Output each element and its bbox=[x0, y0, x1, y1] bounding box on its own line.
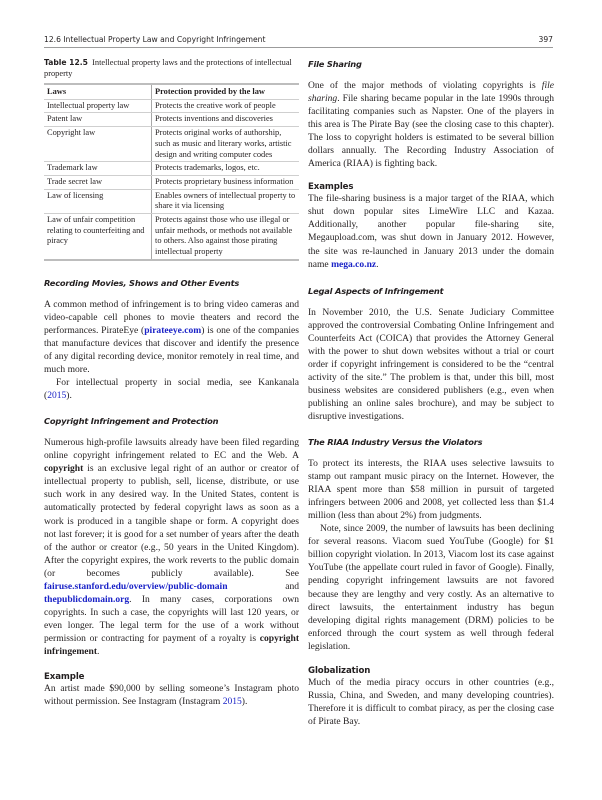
ip-laws-table bbox=[44, 83, 299, 261]
link-thepublicdomain[interactable]: thepublicdomain.org bbox=[44, 593, 130, 605]
table-cell-law: Intellectual property law bbox=[44, 99, 152, 113]
column-header-protection: Protection provided by the law bbox=[152, 84, 300, 99]
link-pirateeye[interactable]: pirateeye.com bbox=[144, 324, 202, 336]
table-cell-law: Copyright law bbox=[44, 127, 152, 162]
section-heading-recording: Recording Movies, Shows and Other Events bbox=[44, 277, 240, 288]
run-in-heading-globalization: Globalization bbox=[308, 665, 371, 676]
column-header-laws: Laws bbox=[44, 84, 152, 99]
page-number: 397 bbox=[538, 35, 553, 44]
table-cell-law: Law of unfair competition relating to counterfeiting and piracy bbox=[44, 214, 152, 260]
link-fairuse-stanford[interactable]: fairuse.stanford.edu/overview/public-domain bbox=[44, 580, 228, 592]
citation-kankanala-2015[interactable]: 2015 bbox=[47, 390, 67, 402]
left-column bbox=[44, 57, 299, 708]
term-file-sharing: file sharing bbox=[308, 80, 554, 105]
paragraph-riaa-2: Note, since 2009, the number of lawsuits has been declining for several reasons. Viacom sued YouTube (Google) for $1 billion copyright violation. In 2013, Viacom lost its case against YouTube (the appellate court ruled in favor of Google). Finally, pending copyright infringement lawsuits are not favored because they are lengthy and very costly. As an alternative to direct lawsuits, the entertainment industry has begun developing digital rights management (DRM) policies to be enforced through the court system as well through federal legislation. bbox=[308, 523, 554, 652]
paragraph-social-media: For intellectual property in social media, see Kankanala (2015). bbox=[44, 377, 299, 402]
section-heading-file-sharing: File Sharing bbox=[308, 59, 362, 69]
table-cell-protection: Protects against those who use illegal or unfair methods, or methods not available to others. Also against those pirating intellectual property bbox=[155, 215, 293, 257]
paragraph-riaa-1: To protect its interests, the RIAA uses selective lawsuits to stamp out rampant music piracy on the Internet. However, the RIAA spent more than $58 million in pursuit of targeted infringers between 2006 and 2008, yet collected less than $1.4 million (less than about 2%) from judgments. bbox=[308, 458, 554, 522]
table-row bbox=[44, 127, 299, 162]
section-heading-legal-aspects: Legal Aspects of Infringement bbox=[308, 285, 444, 296]
term-copyright-infringement: copyright infringement bbox=[44, 632, 299, 657]
paragraph-examples: The file-sharing business is a major target of the RIAA, which shut down popular sites LimeWire LLC and Kazaa. Additionally, another popular file-sharing site, Megaupload.com, was shut down in January 2012. However, the site was re-launched in January 2013 under the domain name mega.co.nz. bbox=[308, 193, 554, 270]
table-row bbox=[44, 113, 299, 127]
table-caption-text: Intellectual property laws and the protections of intellectual property bbox=[44, 58, 292, 78]
section-heading-riaa: The RIAA Industry Versus the Violators bbox=[308, 437, 483, 448]
citation-instagram-2015[interactable]: 2015 bbox=[222, 696, 242, 708]
paragraph-example: An artist made $90,000 by selling someone’s Instagram photo without permission. See Instagram (Instagram 2015). bbox=[44, 683, 299, 708]
table-cell-protection: Protects inventions and discoveries bbox=[152, 113, 300, 127]
paragraph-copyright: Numerous high-profile lawsuits already have been filed regarding online copyright infringement related to EC and the Web. A copyright is an exclusive legal right of an author or creator of intellectual property to publish, sell, license, distribute, or use such work in any desired way. In the United States, content is automatically protected by federal copyright laws as soon as a work is produced in a tangible shape or form. A copyright does not last forever; it is good for a set number of years after the death of the author or creator (e.g., 50 years in the United Kingdom). After the copyright expires, the work reverts to the public domain (or becomes publicly available). See fairuse.stanford.edu/overview/public-domain and thepublicdomain.org. In many cases, corporations own copyrights. In such a case, the copyrights will last 120 years, or even longer. The legal term for the use of a work without permission or contracting for payment of a royalty is copyright infringement. bbox=[44, 437, 299, 657]
table-cell-law: Patent law bbox=[44, 113, 152, 127]
table-caption bbox=[44, 57, 299, 79]
paragraph-file-sharing: One of the major methods of violating copyrights is file sharing. File sharing became popular in the late 1990s through facilitating companies such as Napster. One of the players in this area is The Pirate Bay (see the closing case to this chapter). The loss to copyright holders is estimated to be several billion dollars annually. The Recording Industry Association of America (RIAA) is fighting back. bbox=[308, 80, 554, 170]
running-head-section: 12.6 Intellectual Property Law and Copyright Infringement bbox=[44, 35, 266, 44]
paragraph-legal-aspects: In November 2010, the U.S. Senate Judiciary Committee approved the controversial Combating Online Infringement and Counterfeits Act (COICA) that provides the Attorney General with the power to shut down websites without a trial or court order if copyright infringement is considered to be the “central activity of the site.” The problem is that, under this bill, most business websites are considered publishers (e.g., even when publishing an online sales brochure), and may be subject to disruptive investigations. bbox=[308, 306, 554, 422]
run-in-heading-example: Example bbox=[44, 672, 85, 683]
paragraph-recording: A common method of infringement is to bring video cameras and video-capable cell phones to movie theaters and record the performances. PirateEye (pirateeye.com) is one of the companies that manufacture devices that discover and identify the presence of any digital recording device, monitor remotely in real time, and much more. bbox=[44, 298, 299, 376]
table-row bbox=[44, 214, 299, 260]
section-heading-copyright: Copyright Infringement and Protection bbox=[44, 416, 219, 427]
table-cell-protection: Protects original works of authorship, such as music and literary works, artistic design and writing computer codes bbox=[152, 127, 300, 162]
term-copyright: copyright bbox=[44, 463, 84, 475]
table-row bbox=[44, 162, 299, 176]
paragraph-globalization: Much of the media piracy occurs in other countries (e.g., Russia, China, and Sweden, and many developing countries). Therefore it is difficult to combat piracy, as per the closing case of Pirate Bay. bbox=[308, 676, 554, 727]
running-head bbox=[44, 33, 553, 48]
table-cell-law: Law of licensing bbox=[44, 189, 152, 213]
table-cell-protection: Protects the creative work of people bbox=[152, 99, 300, 113]
table-cell-protection: Enables owners of intellectual property to share it via licensing bbox=[152, 189, 300, 213]
table-row bbox=[44, 175, 299, 189]
link-mega[interactable]: mega.co.nz bbox=[331, 258, 377, 270]
table-header-row bbox=[44, 84, 299, 99]
right-column bbox=[308, 57, 554, 728]
run-in-heading-examples: Examples bbox=[308, 182, 354, 193]
table-cell-law: Trade secret law bbox=[44, 175, 152, 189]
table-row bbox=[44, 189, 299, 213]
table-cell-protection: Protects trademarks, logos, etc. bbox=[152, 162, 300, 176]
table-row bbox=[44, 99, 299, 113]
table-cell-law: Trademark law bbox=[44, 162, 152, 176]
table-cell-protection: Protects proprietary business information bbox=[152, 175, 300, 189]
table-label: Table 12.5 bbox=[44, 58, 88, 67]
